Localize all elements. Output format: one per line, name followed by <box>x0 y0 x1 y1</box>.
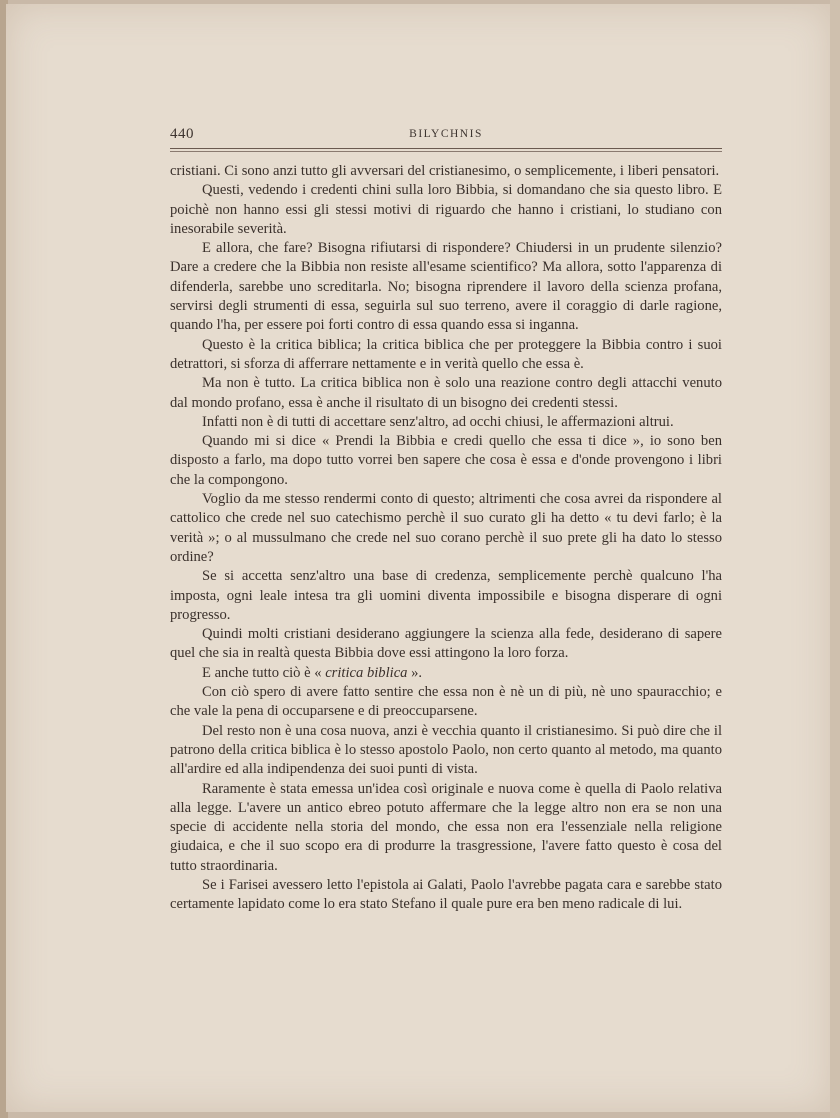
paragraph: Infatti non è di tutti di accettare senz'altro, ad occhi chiusi, le affermazioni altrui. <box>202 413 674 430</box>
critica-biblica-italic: critica biblica <box>325 664 408 681</box>
paragraph: Ma non è tutto. La critica biblica non è solo una reazione contro degli attacchi venuto dal mondo profano, essa è anche il risultato di un bisogno dei credenti stessi. <box>170 375 722 411</box>
page-edge-right <box>830 0 840 1118</box>
page-number: 440 <box>170 126 194 142</box>
paragraph: Questo è la critica biblica; la critica biblica che per proteggere la Bibbia contro i suoi detrattori, si sforza di afferrare nettamente e in verità quello che essa è. <box>170 336 722 372</box>
paragraph: Quando mi si dice « Prendi la Bibbia e credi quello che essa ti dice », io sono ben disposto a farlo, ma dopo tutto vorrei ben sapere che cosa è essa e d'onde provengono i libri che la compongono. <box>170 433 722 488</box>
body-text <box>170 162 722 915</box>
running-head: BILYCHNIS <box>409 128 483 140</box>
paragraph: cristiani. Ci sono anzi tutto gli avversari del cristianesimo, o semplicemente, i liberi pensatori. <box>170 163 720 179</box>
paragraph: Se i Farisei avessero letto l'epistola ai Galati, Paolo l'avrebbe pagata cara e sarebbe stato certamente lapidato come lo era stato Stefano il quale pure era ben meno radicale di lui. <box>170 876 722 913</box>
paragraph: Con ciò spero di avere fatto sentire che essa non è nè un di più, nè uno spauracchio; e che vale la pena di occuparsene e di preoccuparsene. <box>170 684 722 720</box>
paragraph: Voglio da me stesso rendermi conto di questo; altrimenti che cosa avrei da rispondere al cattolico che crede nel suo catechismo perchè il suo curato gli ha detto « tu devi farlo; è la verità »; o al mussulmano che crede nel suo corano perchè il suo prete gli ha dato lo stesso ordine? <box>170 491 722 565</box>
paragraph: Se si accetta senz'altro una base di credenza, semplicemente perchè qualcuno l'ha imposta, ogni leale intesa tra gli uomini diventa impossibile e bisogna disperare di ogni progresso. <box>170 568 722 623</box>
critica-text-after: ». <box>407 664 423 681</box>
paragraph: Del resto non è una cosa nuova, anzi è vecchia quanto il cristianesimo. Si può dire che il patrono della critica biblica è lo stesso apostolo Paolo, non certo quanto al metodo, ma quanto all'ardire ed alla indipendenza dei suoi punti di vista. <box>170 722 722 778</box>
page-header <box>170 126 722 148</box>
paragraph: Quindi molti cristiani desiderano aggiungere la scienza alla fede, desiderano di sapere quel che sia in realtà questa Bibbia dove essi attingono la loro forza. <box>170 626 722 662</box>
critica-text-before: E anche tutto ciò è « <box>202 664 326 681</box>
paragraph-critica-biblica <box>170 664 722 683</box>
paragraph: Raramente è stata emessa un'idea così originale e nuova come è quella di Paolo relativa alla legge. L'avere un antico ebreo potuto affermare che la legge altro non era se non una specie di accidente nella storia del mondo, che essa non era l'essenziale nella religione giudaica, e che il suo scopo era di produrre la trasgressione, l'avere fatto questo è cosa del tutto straordinaria. <box>170 780 722 874</box>
paragraph: E allora, che fare? Bisogna rifiutarsi di rispondere? Chiudersi in un prudente silenzio? Dare a credere che la Bibbia non resiste all'esame scientifico? Ma allora, sotto l'apparenza di difenderla, sarebbe uno screditarla. No; bisogna riprendere il lavoro della scienza profana, servirsi degli strumenti di essa, seguirla sul suo terreno, avere il coraggio di darle ragione, quando l'ha, per essere poi forti contro di essa quando essa si inganna. <box>170 240 722 334</box>
header-rule <box>170 148 722 149</box>
paragraph: Questi, vedendo i credenti chini sulla loro Bibbia, si domandano che sia questo libro. E poichè non hanno essi gli stessi motivi di riguardo che hanno i cristiani, lo studiano con inesorabile severità. <box>170 182 722 237</box>
header-rule-thin <box>170 151 722 152</box>
